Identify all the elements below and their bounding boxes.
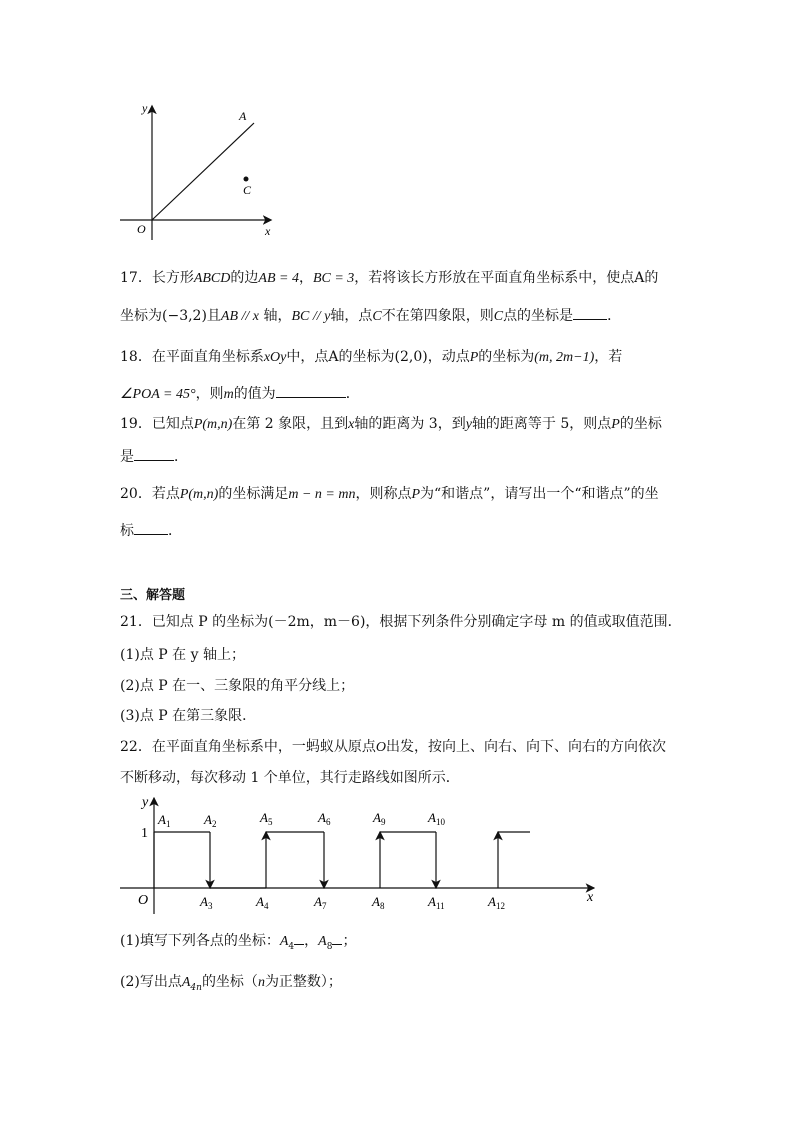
math-c: C xyxy=(372,309,382,324)
math-n: n xyxy=(257,975,265,990)
text: ， xyxy=(304,933,319,949)
point-label-a9: $A_9$ xyxy=(373,810,386,827)
math-p: P(m,n) xyxy=(179,487,219,502)
section-heading: 三、解答题 xyxy=(120,588,186,603)
point-label-a1: $A_1$ xyxy=(158,812,171,829)
math-y: y xyxy=(465,417,472,432)
text: 坐标为 xyxy=(120,308,162,324)
answer-blank[interactable] xyxy=(573,305,607,320)
question-21-sub-2: (2)点 P 在一、三象限的角平分线上； xyxy=(120,678,355,694)
math-p: P(m,n) xyxy=(193,417,233,432)
text: (2)写出点 xyxy=(120,974,182,990)
text: ，若将该长方形放在平面直角坐标系中，使点A的 xyxy=(354,270,659,286)
text: 出发，按向上、向右、向下、向右的方向依次 xyxy=(385,739,666,755)
question-17-line-1 xyxy=(120,268,658,289)
math-p: P xyxy=(611,417,620,432)
text: ． xyxy=(168,523,182,539)
question-21-sub-1: (1)点 P 在 y 轴上； xyxy=(120,647,245,663)
text: 中，点A的坐标为 xyxy=(286,349,395,365)
math-equation: m − n = mn xyxy=(288,487,356,502)
text: ． xyxy=(174,449,188,465)
y-axis-label: y xyxy=(142,101,148,115)
math-ab-parallel: AB // x xyxy=(220,309,260,324)
text: 在平面直角坐标系 xyxy=(151,349,264,365)
text: ． xyxy=(345,386,360,402)
question-21-sub-3: (3)点 P 在第三象限． xyxy=(120,708,257,724)
math-abcd: ABCD xyxy=(193,271,231,286)
figure-ant-path xyxy=(112,792,604,918)
math-a8: A xyxy=(318,934,327,949)
text: 的坐标 xyxy=(619,416,662,432)
point-label-a12: $A_{12}$ xyxy=(488,894,505,911)
question-17-line-2 xyxy=(120,305,621,327)
text: ，则称点 xyxy=(355,486,412,502)
text: 的值为 xyxy=(233,386,276,402)
math-coord: (−3,2) xyxy=(162,308,207,324)
point-label-a7: $A_7$ xyxy=(314,894,327,911)
question-22-sub-2 xyxy=(120,972,342,998)
question-22-sub-1 xyxy=(120,930,356,957)
text: ； xyxy=(342,933,357,949)
math-bc-parallel: BC // y xyxy=(291,309,331,324)
text: 轴， xyxy=(259,308,292,324)
math-subscript: 8 xyxy=(326,941,333,952)
answer-blank-a4[interactable] xyxy=(294,930,304,945)
question-19-line-2 xyxy=(120,446,188,467)
math-angle: ∠POA = 45° xyxy=(120,387,196,402)
origin-label: O xyxy=(138,893,149,908)
question-18-line-1 xyxy=(120,347,622,368)
text: 点的坐标是 xyxy=(503,308,574,324)
point-label-a8: $A_8$ xyxy=(372,894,385,911)
math-x: x xyxy=(348,417,355,432)
question-number: 19． xyxy=(120,416,152,432)
question-20-line-1 xyxy=(120,484,659,505)
math-p: P xyxy=(469,350,479,365)
text: ，若 xyxy=(594,349,623,365)
question-number: 20． xyxy=(120,486,152,502)
point-label-a10: $A_{10}$ xyxy=(428,810,445,827)
math-p: P xyxy=(411,487,421,502)
path-segments xyxy=(154,832,530,888)
question-number: 17． xyxy=(120,270,152,286)
answer-blank-a8[interactable] xyxy=(332,930,342,945)
text: 的坐标为 xyxy=(478,349,535,365)
point-label-a2: $A_2$ xyxy=(204,812,217,829)
point-label-a6: $A_6$ xyxy=(318,810,331,827)
text: 为“和谐点”，请写出一个“和谐点”的坐 xyxy=(420,486,659,502)
text: 不在第四象限，则 xyxy=(381,308,494,324)
text: 若点 xyxy=(151,486,180,502)
math-ab: AB = 4 xyxy=(258,271,299,286)
point-label-a4: $A_4$ xyxy=(256,894,269,911)
question-number: 22． xyxy=(120,739,152,755)
text: 在平面直角坐标系中，一蚂蚁从原点 xyxy=(151,739,376,755)
answer-blank[interactable] xyxy=(134,520,168,535)
text: (1)填写下列各点的坐标： xyxy=(120,933,280,949)
text: 已知点 xyxy=(151,416,194,432)
math-bc: BC = 3 xyxy=(312,271,355,286)
text: 且 xyxy=(206,308,221,324)
tick-one-label: 1 xyxy=(141,826,148,841)
text: 为正整数）； xyxy=(264,974,342,990)
question-22-line-1 xyxy=(120,737,666,758)
math-xoy: xOy xyxy=(263,350,287,365)
math-subscript: 4n xyxy=(190,982,202,993)
text: 轴，点 xyxy=(330,308,373,324)
answer-blank[interactable] xyxy=(134,446,174,461)
math-subscript: 4 xyxy=(288,941,295,952)
point-label-a3: $A_3$ xyxy=(200,894,213,911)
point-c-label: C xyxy=(243,183,252,197)
y-axis-label: y xyxy=(142,795,149,810)
math-m: m xyxy=(223,387,234,402)
figure-ray-oa xyxy=(110,95,290,245)
point-label-a5: $A_5$ xyxy=(260,810,273,827)
text: ，则 xyxy=(195,386,224,402)
question-20-line-2 xyxy=(120,520,182,541)
text: ，动点 xyxy=(427,349,470,365)
text: 标 xyxy=(120,523,134,539)
math-coord: (m, 2m−1) xyxy=(534,350,595,365)
text: ， xyxy=(298,270,313,286)
math-o: O xyxy=(375,740,386,755)
question-21-line: 21．已知点 P 的坐标为(－2m，m－6)，根据下列条件分别确定字母 m 的值或取值范围． xyxy=(120,614,682,630)
point-c-dot xyxy=(244,177,249,182)
text: 的坐标满足 xyxy=(218,486,289,502)
question-19-line-1 xyxy=(120,414,662,435)
question-number: 18． xyxy=(120,349,152,365)
math-a4n: A xyxy=(181,975,191,990)
x-axis-label: x xyxy=(587,890,594,905)
math-a4: A xyxy=(279,934,289,949)
text: 是 xyxy=(120,449,134,465)
text: 的边 xyxy=(230,270,259,286)
text: ． xyxy=(607,308,622,324)
x-axis-label: x xyxy=(265,224,271,238)
answer-blank[interactable] xyxy=(276,383,346,398)
question-18-line-2 xyxy=(120,383,360,405)
origin-label: O xyxy=(137,222,146,236)
math-coord: (2,0) xyxy=(394,349,428,365)
text: 的坐标（ xyxy=(201,974,258,990)
question-22-line-2: 不断移动，每次移动 1 个单位，其行走路线如图所示． xyxy=(120,770,460,786)
point-a-label: A xyxy=(239,109,247,123)
text: 在第 2 象限，且到 xyxy=(232,416,349,432)
math-c: C xyxy=(493,309,504,324)
point-label-a11: $A_{11}$ xyxy=(428,894,445,911)
text: 长方形 xyxy=(151,270,194,286)
text: 轴的距离为 3，到 xyxy=(354,416,466,432)
text: 轴的距离等于 5，则点 xyxy=(471,416,612,432)
ray-oa xyxy=(152,123,254,220)
